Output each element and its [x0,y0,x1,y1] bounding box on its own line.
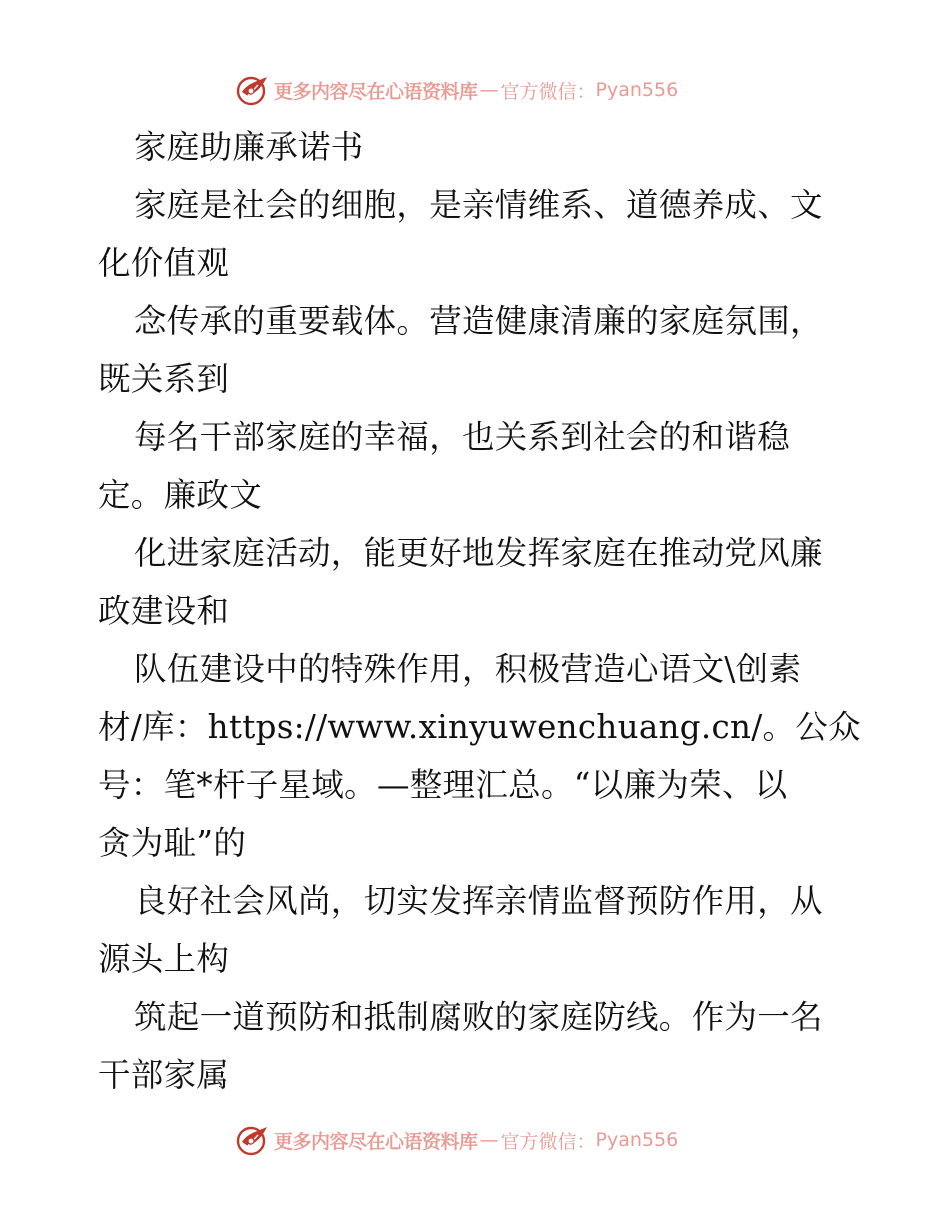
paragraph-line: 贪为耻”的 [98,824,247,862]
banner-dash: — [479,1129,499,1151]
paragraph-line: 定。廉政文 [98,476,263,514]
paragraph-line: 良好社会风尚，切实发挥亲情监督预防作用，从 [134,882,823,920]
paragraph-line: 源头上构 [98,940,230,978]
banner-wechat-id: Pyan556 [595,79,679,101]
paragraph-line: 干部家属 [98,1056,230,1094]
paragraph-line: 家庭是社会的细胞，是亲情维系、道德养成、文 [134,186,823,224]
paragraph-line: 既关系到 [98,360,230,398]
banner-wechat-label: 官方微信： [500,80,596,103]
paragraph-line: 化进家庭活动，能更好地发挥家庭在推动党风廉 [134,534,823,572]
paragraph-line: 队伍建设中的特殊作用，积极营造心语文\创素 [134,650,802,688]
paragraph-line: 号：笔*杆子星域。—整理汇总。“以廉为荣、以 [98,766,788,804]
document-title: 家庭助廉承诺书 [134,128,364,166]
paragraph-line: 化价值观 [98,244,230,282]
paragraph-line: 政建设和 [98,592,230,630]
paragraph-line: 筑起一道预防和抵制腐败的家庭防线。作为一名 [134,998,823,1036]
paragraph-line: 念传承的重要载体。营造健康清廉的家庭氛围， [134,302,823,340]
banner-dash: — [479,79,499,101]
banner-wechat-label: 官方微信： [500,1130,596,1153]
header-banner [236,72,678,108]
quill-pen-logo-icon [236,1123,270,1157]
banner-wechat-id: Pyan556 [595,1129,679,1151]
banner-text: 更多内容尽在心语资料库 [274,80,478,103]
quill-pen-logo-icon [236,73,270,107]
paragraph-line: 材/库：https://www.xinyuwenchuang.cn/。公众 [98,708,861,746]
footer-banner [236,1122,678,1158]
banner-text: 更多内容尽在心语资料库 [274,1130,478,1153]
paragraph-line: 每名干部家庭的幸福，也关系到社会的和谐稳 [134,418,791,456]
